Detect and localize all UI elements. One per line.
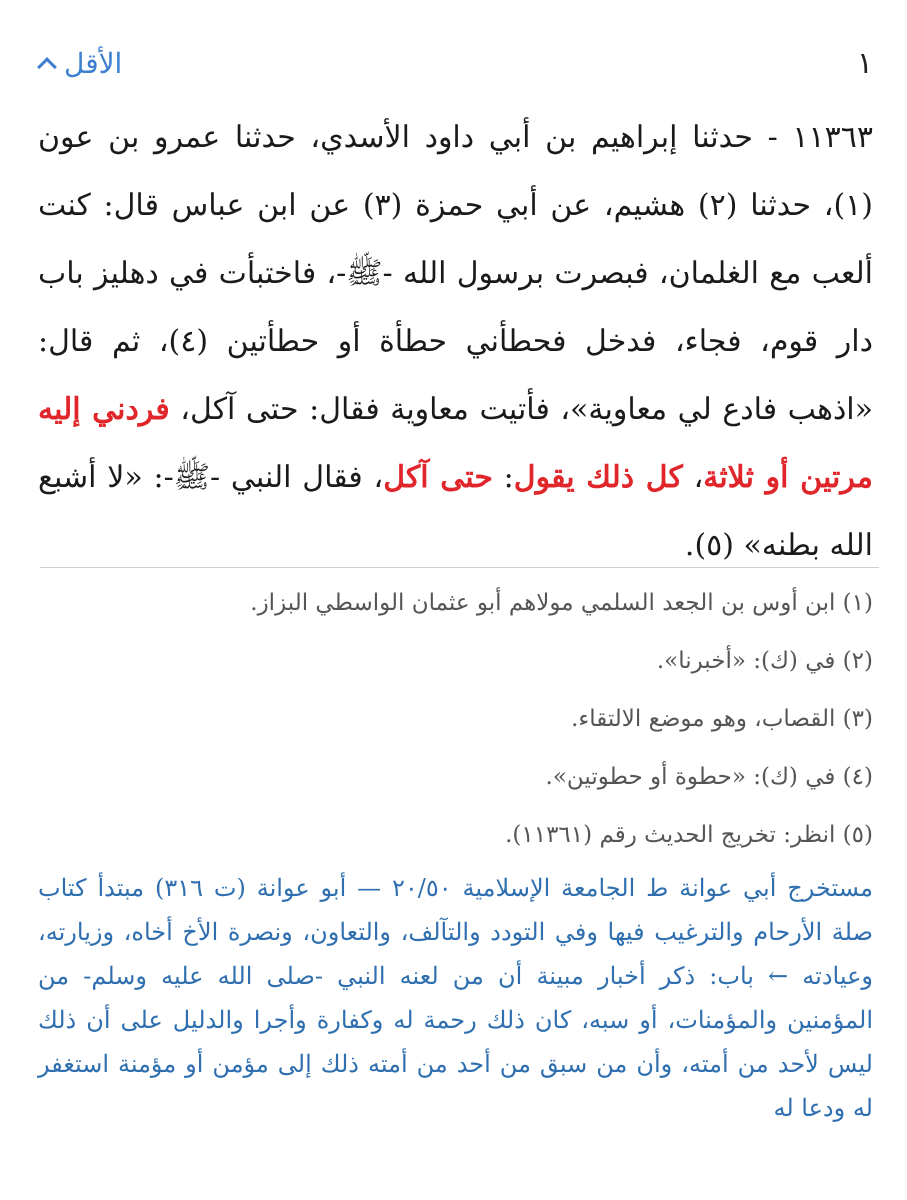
footnote-divider — [40, 567, 879, 568]
highlight-3: حتى آكل — [383, 460, 493, 495]
footnote-item: (٢) في (ك): «أخبرنا». — [656, 648, 873, 674]
footnotes-list — [40, 574, 873, 864]
show-less-label: الأقل — [64, 46, 123, 80]
footnote-item: (٥) انظر: تخريج الحديث رقم (١١٣٦١). — [505, 822, 873, 848]
page-number: ١ — [856, 45, 873, 81]
footnote-item: (٣) القصاب، وهو موضع الالتقاء. — [571, 706, 873, 732]
highlight-1: فردني إليه مرتين أو ثلاثة — [38, 392, 874, 495]
footnote-item: (١) ابن أوس بن الجعد السلمي مولاهم أبو عثمان الواسطي البزاز. — [250, 590, 873, 616]
top-row — [40, 38, 873, 88]
hadith-sep-2: : — [492, 460, 514, 495]
highlight-2: كل ذلك يقول — [513, 460, 683, 495]
show-less-button[interactable] — [40, 47, 122, 80]
chevron-up-icon — [37, 57, 57, 77]
hadith-part-1: ١١٣٦٣ - حدثنا إبراهيم بن أبي داود الأسدي، حدثنا عمرو بن عون (١)، حدثنا (٢) هشيم، عن أبي حمزة (٣) عن ابن عباس قال: كنت ألعب مع الغلمان، فبصرت برسول الله -ﷺ-، فاختبأت في دهليز باب دار قوم، فجاء، فدخل فحطأني حطأة أو حطأتين (٤)، ثم قال: «اذهب فادع لي معاوية»، فأتيت معاوية فقال: حتى آكل، — [38, 120, 874, 427]
hadith-part-2: ، فقال النبي -ﷺ-: «لا أشبع الله بطنه» (٥). — [38, 460, 873, 563]
source-reference-link[interactable]: مستخرج أبي عوانة ط الجامعة الإسلامية ٢٠/٥٠ — أبو عوانة (ت ٣١٦) مبتدأ كتاب صلة الأرحام والترغيب فيها وفي التودد والتآلف، والتعاون، ونصرة الأخ أخاه، وزيارته، وعيادته ← باب: ذكر أخبار مبينة أن من لعنه النبي -صلى الله عليه وسلم- من المؤمنين والمؤمنات، أو سبه، كان ذلك رحمة له وكفارة وأجرا والدليل على أن ذلك ليس لأحد من أمته، وأن من سبق من أحد من أمته ذلك إلى مؤمن أو مؤمنة استغفر له ودعا له — [38, 874, 873, 1122]
hadith-sep-1: ، — [682, 460, 704, 495]
hadith-text — [38, 104, 873, 580]
footnote-item: (٤) في (ك): «حطوة أو حطوتين». — [545, 764, 873, 790]
